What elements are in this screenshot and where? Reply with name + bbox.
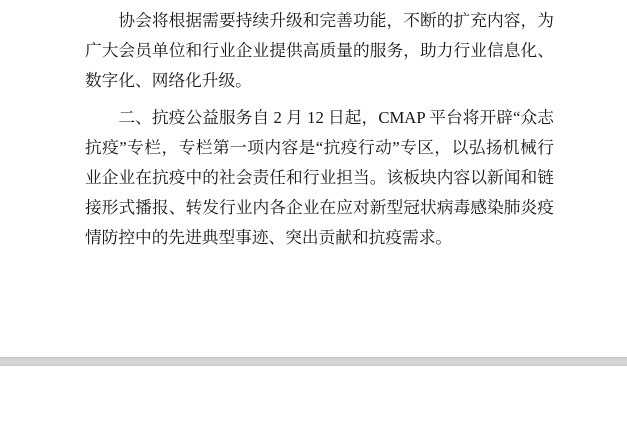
- next-page: [0, 366, 627, 444]
- paragraph-upgrade-services: 协会将根据需要持续升级和完善功能，不断的扩充内容，为广大会员单位和行业企业提供高质量的服务，助力行业信息化、数字化、网络化升级。: [85, 11, 554, 90]
- paragraph-anti-epidemic-service: 二、抗疫公益服务自 2 月 12 日起，CMAP 平台将开辟“众志抗疫”专栏，专栏第一项内容是“抗疫行动”专区，以弘扬机械行业企业在抗疫中的社会责任和行业担当。该板块内容以新闻和链接形式播报、转发行业内各企业在应对新型冠状病毒感染肺炎疫情防控中的先进典型事迹、突出贡献和抗疫需求。: [85, 108, 554, 247]
- text-block: [85, 6, 554, 253]
- page-separator: [0, 357, 627, 366]
